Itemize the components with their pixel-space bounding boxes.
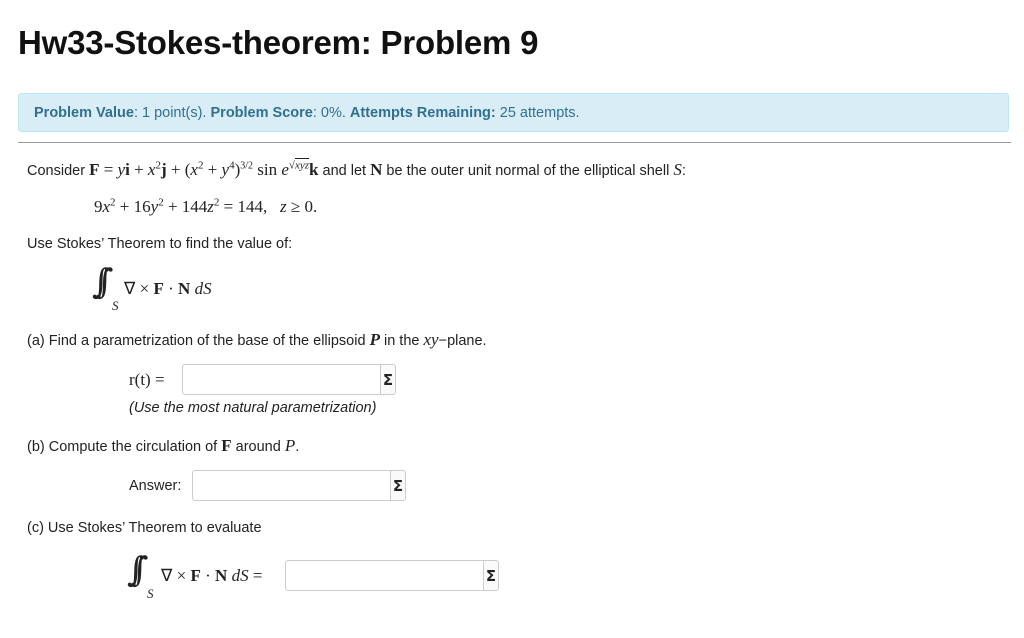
normal-symbol: N xyxy=(370,160,383,179)
attempts-text: 25 attempts. xyxy=(495,105,580,121)
vector-field-formula: F = yi + $x^2j + (x^2 + y^4)^{3/2}$ $\sin e^{√xyz}k$ xyxy=(89,159,319,179)
r-label: r(t) = xyxy=(129,370,165,389)
consider-text: Consider xyxy=(27,163,86,179)
integral-subscript: S xyxy=(112,298,119,313)
double-integral-icon-c: ∫∫ xyxy=(127,550,135,590)
attempts-label: Attempts Remaining: xyxy=(349,105,496,121)
problem-score-text: : 0%. xyxy=(312,105,350,121)
double-integral-icon: ∫∫ xyxy=(92,262,100,302)
problem-value-text: : 1 point(s). xyxy=(133,105,211,121)
answer-box-c xyxy=(285,560,499,591)
curl-flux-expression: ∇ × F · N dS xyxy=(124,279,212,298)
part-c-label: (c) Use Stokes’ Theorem to evaluate xyxy=(27,520,262,536)
curl-flux-expression-c: ∇ × F · N dS = xyxy=(161,566,263,585)
equation-editor-button-a[interactable]: Σ xyxy=(380,365,395,394)
answer-label-b: Answer: xyxy=(129,478,182,494)
outer-normal-text: be the outer unit normal of the elliptical shell xyxy=(386,163,670,179)
answer-input-a[interactable] xyxy=(183,365,380,394)
answer-input-b[interactable] xyxy=(193,471,390,500)
shell-symbol: S xyxy=(673,160,682,179)
problem-value-label: Problem Value xyxy=(34,105,134,121)
ellipsoid-equation: $9x^2 + 16y^2 + 144z^2 = 144$, z ≥ 0. xyxy=(94,196,318,216)
divider xyxy=(18,142,1011,143)
equation-editor-button-b[interactable]: Σ xyxy=(390,471,405,500)
use-stokes-text: Use Stokes’ Theorem to find the value of: xyxy=(27,236,293,252)
page-title: Hw33-Stokes-theorem: Problem 9 xyxy=(18,24,539,61)
part-b-label: (b) Compute the circulation of F around P. xyxy=(27,436,300,455)
integral-subscript-c: S xyxy=(147,586,154,601)
parametrization-hint: (Use the most natural parametrization) xyxy=(129,400,377,416)
answer-input-c[interactable] xyxy=(286,561,483,590)
part-a-label: (a) Find a parametrization of the base of the ellipsoid P in the xy−plane. xyxy=(27,330,487,349)
problem-statement: Consider F = yi + $x^2j + (x^2 + y^4)^{3/2}$ $\sin e^{√xyz}k$ and let N be the outer unit normal of the elliptical shell S: xyxy=(27,159,686,179)
problem-score-label: Problem Score xyxy=(210,105,313,121)
answer-box-a xyxy=(182,364,396,395)
problem-info-bar xyxy=(18,93,1009,132)
answer-box-b xyxy=(192,470,406,501)
equation-editor-button-c[interactable]: Σ xyxy=(483,561,498,590)
and-let-text: and let xyxy=(322,163,367,179)
